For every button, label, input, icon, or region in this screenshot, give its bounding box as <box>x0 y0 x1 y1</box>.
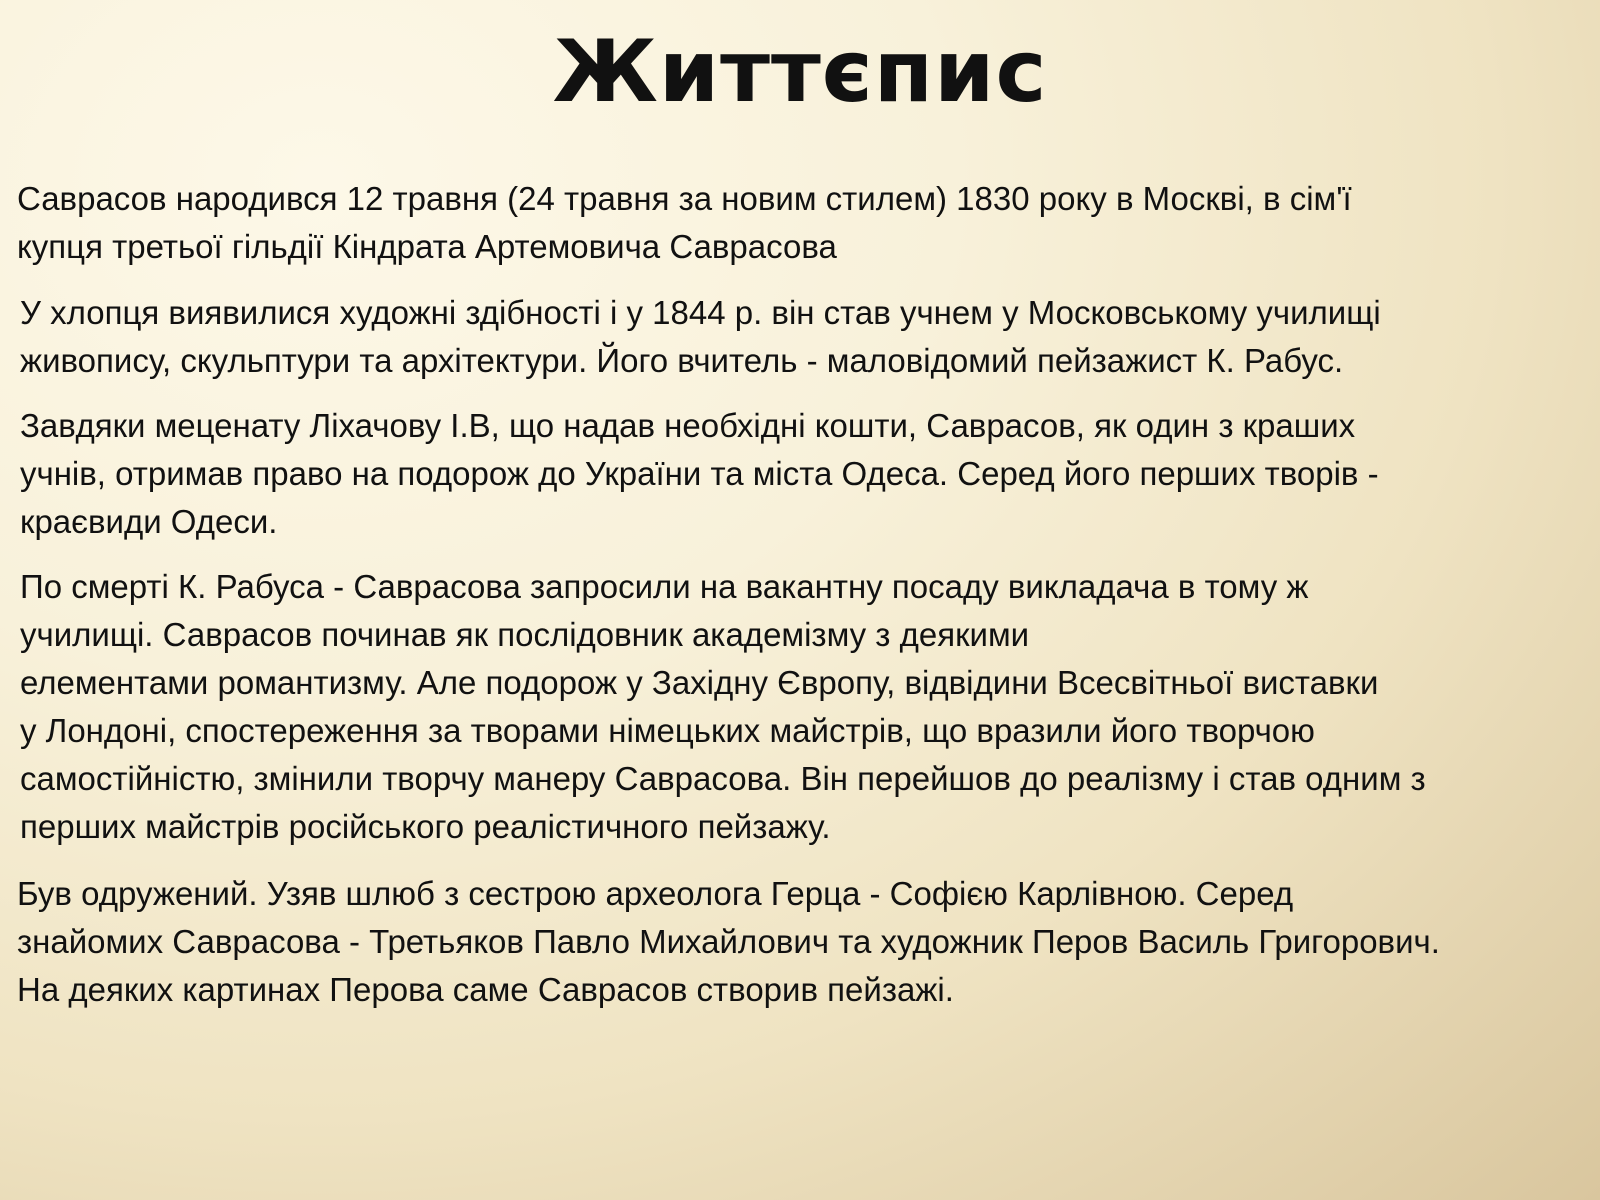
text-line: учнів, отримав право на подорож до України та міста Одеса. Серед його перших творів - <box>20 455 1379 492</box>
paragraph-family <box>17 870 1440 1014</box>
slide-title: Життєпис <box>552 22 1048 122</box>
text-line: елементами романтизму. Але подорож у Західну Європу, відвідини Всесвітньої виставки <box>20 664 1379 701</box>
text-line: краєвиди Одеси. <box>20 503 278 540</box>
text-line: перших майстрів російського реалістичного пейзажу. <box>20 808 831 845</box>
text-line: Саврасов народився 12 травня (24 травня за новим стилем) 1830 року в Москві, в сім'ї <box>17 180 1352 217</box>
text-line: По смерті К. Рабуса - Саврасова запросили на вакантну посаду викладача в тому ж <box>20 568 1309 605</box>
text-line: На деяких картинах Перова саме Саврасов створив пейзажі. <box>17 971 954 1008</box>
text-line: самостійністю, змінили творчу манеру Саврасова. Він перейшов до реалізму і став одним з <box>20 760 1426 797</box>
text-line: Був одружений. Узяв шлюб з сестрою археолога Герца - Софією Карлівною. Серед <box>17 875 1294 912</box>
text-line: знайомих Саврасова - Третьяков Павло Михайлович та художник Перов Василь Григорович. <box>17 923 1440 960</box>
text-line: купця третьої гільдії Кіндрата Артемовича Саврасова <box>17 228 837 265</box>
text-line: живопису, скульптури та архітектури. Його вчитель - маловідомий пейзажист К. Рабус. <box>20 342 1344 379</box>
text-line: училищі. Саврасов починав як послідовник академізму з деякими <box>20 616 1030 653</box>
paragraph-education <box>20 289 1381 385</box>
paragraph-career <box>20 563 1426 851</box>
text-line: Завдяки меценату Ліхачову І.В, що надав необхідні кошти, Саврасов, як один з краших <box>20 407 1356 444</box>
paragraph-birth <box>17 175 1352 271</box>
text-line: У хлопця виявилися художні здібності і у 1844 р. він став учнем у Московському училищі <box>20 294 1381 331</box>
paragraph-patron <box>20 402 1379 546</box>
text-line: у Лондоні, спостереження за творами німецьких майстрів, що вразили його творчою <box>20 712 1315 749</box>
